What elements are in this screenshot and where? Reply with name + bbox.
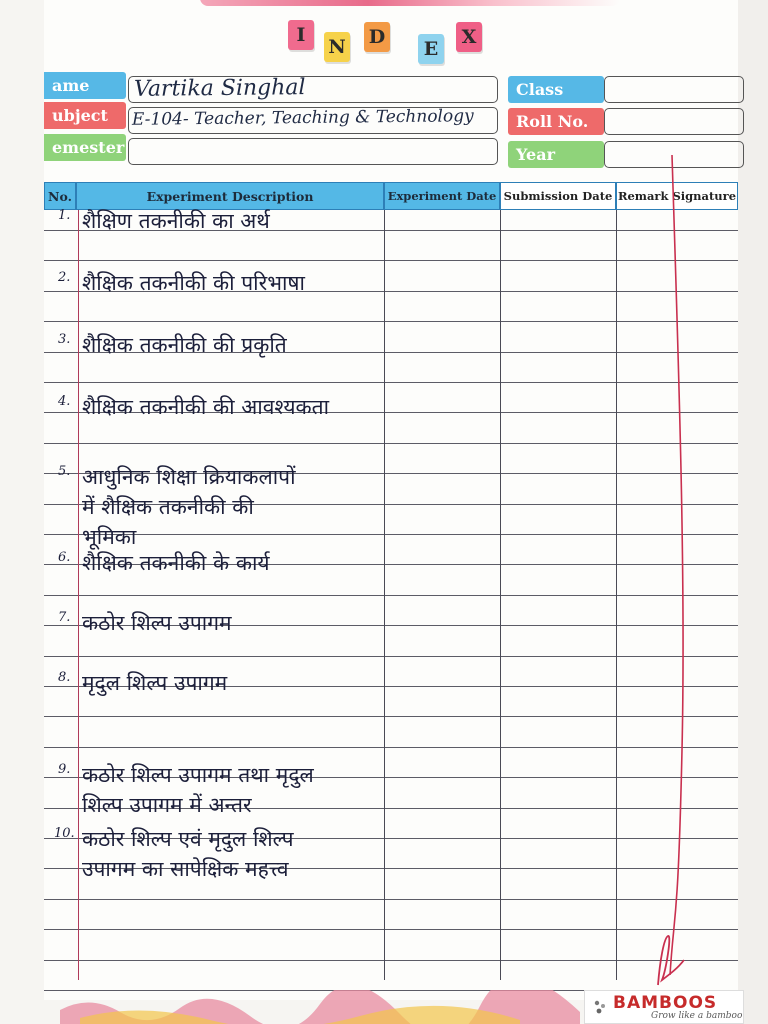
column-header-number: No. <box>44 182 76 210</box>
entry-number: 4. <box>58 394 71 409</box>
ruled-line <box>44 656 738 657</box>
semester-field <box>128 138 498 165</box>
entry-number: 2. <box>58 270 71 285</box>
margin-stroke <box>660 150 700 980</box>
year-label: Year <box>508 141 604 168</box>
ruled-line <box>44 929 738 930</box>
name-value: Vartika Singhal <box>133 75 306 102</box>
entry-text: शैक्षिण तकनीकी का अर्थ <box>82 209 270 233</box>
ruled-line <box>44 321 738 322</box>
title-letter: I <box>288 20 314 50</box>
bamboo-icon <box>591 997 611 1017</box>
entry-number: 6. <box>58 550 71 565</box>
entry-text: शैक्षिक तकनीकी की आवश्यकता <box>82 395 330 419</box>
ruled-line <box>44 960 738 961</box>
entry-text: शैक्षिक तकनीकी की प्रकृति <box>82 333 287 357</box>
class-label: Class <box>508 76 604 103</box>
column-header-experiment-date: Experiment Date <box>384 182 500 210</box>
entry-number: 8. <box>58 670 71 685</box>
name-label: ame <box>44 72 126 99</box>
entry-text: भूमिका <box>82 525 137 549</box>
semester-label: emester <box>44 134 126 161</box>
brand-badge <box>584 990 744 1024</box>
ruled-line <box>44 260 738 261</box>
entry-text: शिल्प उपागम में अन्तर <box>82 793 252 817</box>
entry-number: 10. <box>54 826 75 841</box>
title-letter: D <box>364 22 390 52</box>
top-decoration <box>200 0 620 6</box>
subject-value: E-104- Teacher, Teaching & Technology <box>131 106 474 130</box>
title-letter: N <box>324 32 350 62</box>
entry-number: 9. <box>58 762 71 777</box>
brand-tagline: Grow like a bamboo <box>651 1011 743 1021</box>
entry-text: शैक्षिक तकनीकी के कार्य <box>82 551 270 575</box>
title-letter: E <box>418 34 444 64</box>
entry-text: उपागम का सापेक्षिक महत्त्व <box>82 857 289 881</box>
title-letter: X <box>456 22 482 52</box>
ruled-line <box>44 382 738 383</box>
class-field <box>604 76 744 103</box>
signature-mark <box>650 930 690 990</box>
column-header-description: Experiment Description <box>76 182 384 210</box>
index-title <box>288 14 488 68</box>
entry-number: 5. <box>58 464 71 479</box>
ruled-line <box>44 595 738 596</box>
ruled-line <box>44 716 738 717</box>
brand-name: BAMBOOS <box>613 993 718 1013</box>
ruled-line <box>44 534 738 535</box>
entry-number: 7. <box>58 610 71 625</box>
entry-text: मृदुल शिल्प उपागम <box>82 671 228 695</box>
column-divider <box>384 210 385 980</box>
entry-text: कठोर शिल्प एवं मृदुल शिल्प <box>82 827 294 851</box>
entry-text: आधुनिक शिक्षा क्रियाकलापों <box>82 465 296 489</box>
entry-text: में शैक्षिक तकनीकी की <box>82 495 254 519</box>
entry-number: 1. <box>58 208 71 223</box>
entry-text: कठोर शिल्प उपागम <box>82 611 232 635</box>
bottom-decoration <box>60 990 580 1024</box>
column-divider <box>78 210 79 980</box>
entry-text: कठोर शिल्प उपागम तथा मृदुल <box>82 763 314 787</box>
column-header-remark-signature: Remark Signature <box>616 182 738 210</box>
entry-text: शैक्षिक तकनीकी की परिभाषा <box>82 271 305 295</box>
column-header-submission-date: Submission Date <box>500 182 616 210</box>
roll-number-label: Roll No. <box>508 108 604 135</box>
column-divider <box>500 210 501 980</box>
ruled-line <box>44 899 738 900</box>
ruled-line <box>44 443 738 444</box>
entry-number: 3. <box>58 332 71 347</box>
ruled-line <box>44 747 738 748</box>
subject-label: ubject <box>44 102 126 129</box>
roll-number-field <box>604 108 744 135</box>
column-divider <box>616 210 617 980</box>
